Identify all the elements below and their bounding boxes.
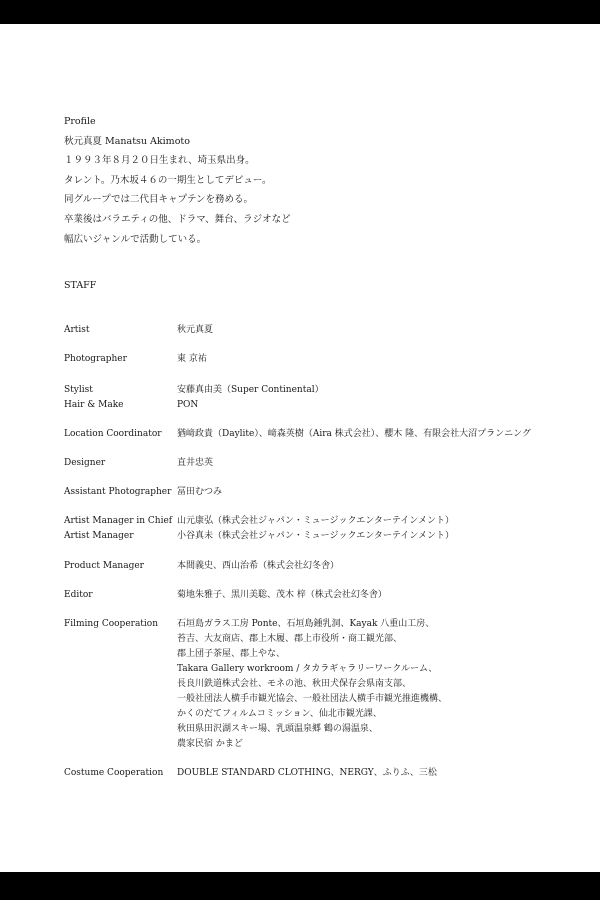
staff-roles xyxy=(64,588,177,603)
staff-credit-group xyxy=(64,588,584,603)
staff-name: 安藤真由美（Super Continental） xyxy=(177,385,324,395)
staff-credit-group xyxy=(64,323,584,338)
staff-name: 秋田県田沢湖スキー場、乳頭温泉郷 鶴の湯温泉、 xyxy=(177,724,378,734)
staff-roles xyxy=(64,559,177,574)
staff-name: 本間義史、西山治希（株式会社幻冬舎） xyxy=(177,561,340,571)
staff-role: Location Coordinator xyxy=(64,429,162,439)
profile-line: 同グループでは二代目キャプテンを務める。 xyxy=(64,194,254,206)
staff-roles xyxy=(64,323,177,338)
profile-line: 卒業後はバラエティの他、ドラマ、舞台、ラジオなど xyxy=(64,213,291,225)
staff-role: Artist xyxy=(64,325,90,335)
staff-names xyxy=(177,766,437,781)
profile-heading: Profile xyxy=(64,116,96,127)
staff-role: Hair & Make xyxy=(64,400,124,410)
staff-name: 山元康弘（株式会社ジャパン・ミュージックエンターテインメント） xyxy=(177,516,455,526)
staff-names xyxy=(177,559,339,574)
staff-role: Assistant Photographer xyxy=(64,487,172,497)
staff-name: 小谷真未（株式会社ジャパン・ミュージックエンターテインメント） xyxy=(177,531,455,541)
staff-names xyxy=(177,485,222,500)
staff-name: 農家民宿 かまど xyxy=(177,739,243,749)
staff-role: Artist Manager in Chief xyxy=(64,516,173,526)
staff-name: 石垣島ガラス工房 Ponte、石垣島鍾乳洞、Kayak 八重山工房、 xyxy=(177,619,435,629)
staff-list xyxy=(64,309,584,781)
staff-roles xyxy=(64,383,177,413)
staff-credit-group xyxy=(64,485,584,500)
profile-line: １９９３年８月２０日生まれ、埼玉県出身。 xyxy=(64,155,255,167)
staff-credit-group xyxy=(64,617,584,752)
staff-name: Takara Gallery workroom / タカラギャラリーワークルーム、 xyxy=(177,664,438,674)
staff-role: Artist Manager xyxy=(64,531,134,541)
profile-section xyxy=(64,112,291,249)
profile-line: 幅広いジャンルで活動している。 xyxy=(64,233,207,245)
staff-roles xyxy=(64,427,177,442)
staff-role: Designer xyxy=(64,458,106,468)
staff-roles xyxy=(64,485,177,500)
staff-roles xyxy=(64,514,177,544)
staff-name: 直井忠英 xyxy=(177,458,214,468)
staff-name: 菊地朱雅子、黒川美聡、茂木 梓（株式会社幻冬舎） xyxy=(177,590,387,600)
staff-name: DOUBLE STANDARD CLOTHING、NERGY、ふりふ、三松 xyxy=(177,768,437,778)
staff-credit-group xyxy=(64,766,584,781)
staff-credit-group xyxy=(64,559,584,574)
staff-name: 一般社団法人横手市観光協会、一般社団法人横手市観光推進機構、 xyxy=(177,694,448,704)
staff-roles xyxy=(64,766,177,781)
staff-name: 秋元真夏 xyxy=(177,325,214,335)
document-page xyxy=(0,24,600,872)
staff-role: Stylist xyxy=(64,385,93,395)
staff-name: 東 京祐 xyxy=(177,354,207,364)
staff-names xyxy=(177,352,207,367)
staff-names xyxy=(177,427,531,442)
staff-heading: STAFF xyxy=(64,280,97,291)
staff-name: 冨田むつみ xyxy=(177,487,223,497)
staff-names xyxy=(177,588,387,603)
staff-name: かくのだてフィルムコミッション、仙北市観光課、 xyxy=(177,709,382,719)
staff-name: 郡上団子茶屋、郡上やな、 xyxy=(177,649,286,659)
staff-name: 猶﨑政貴（Daylite）、﨑森英樹（Aira 株式会社）、櫻木 隆、有限会社大沼プランニング xyxy=(177,429,531,439)
staff-role: Editor xyxy=(64,590,93,600)
staff-credit-group xyxy=(64,427,584,442)
staff-names xyxy=(177,456,213,471)
staff-credit-group xyxy=(64,514,584,544)
staff-name: 苔吉、大友商店、郡上木履、郡上市役所・商工観光部、 xyxy=(177,634,403,644)
staff-role: Photographer xyxy=(64,354,127,364)
staff-roles xyxy=(64,352,177,367)
staff-names xyxy=(177,617,447,752)
staff-roles xyxy=(64,617,177,752)
staff-names xyxy=(177,383,324,413)
profile-line: 秋元真夏 Manatsu Akimoto xyxy=(64,135,190,147)
staff-roles xyxy=(64,456,177,471)
staff-role: Filming Cooperation xyxy=(64,619,159,629)
staff-names xyxy=(177,323,213,338)
staff-role: Costume Cooperation xyxy=(64,768,164,778)
staff-credit-group xyxy=(64,383,584,413)
profile-line: タレント。乃木坂４６の一期生としてデビュー。 xyxy=(64,174,272,186)
staff-credit-group xyxy=(64,352,584,367)
staff-names xyxy=(177,514,454,544)
staff-name: 長良川鉄道株式会社、モネの池、秋田犬保存会県南支部、 xyxy=(177,679,412,689)
staff-role: Product Manager xyxy=(64,561,144,571)
staff-name: PON xyxy=(177,400,199,410)
staff-credit-group xyxy=(64,456,584,471)
